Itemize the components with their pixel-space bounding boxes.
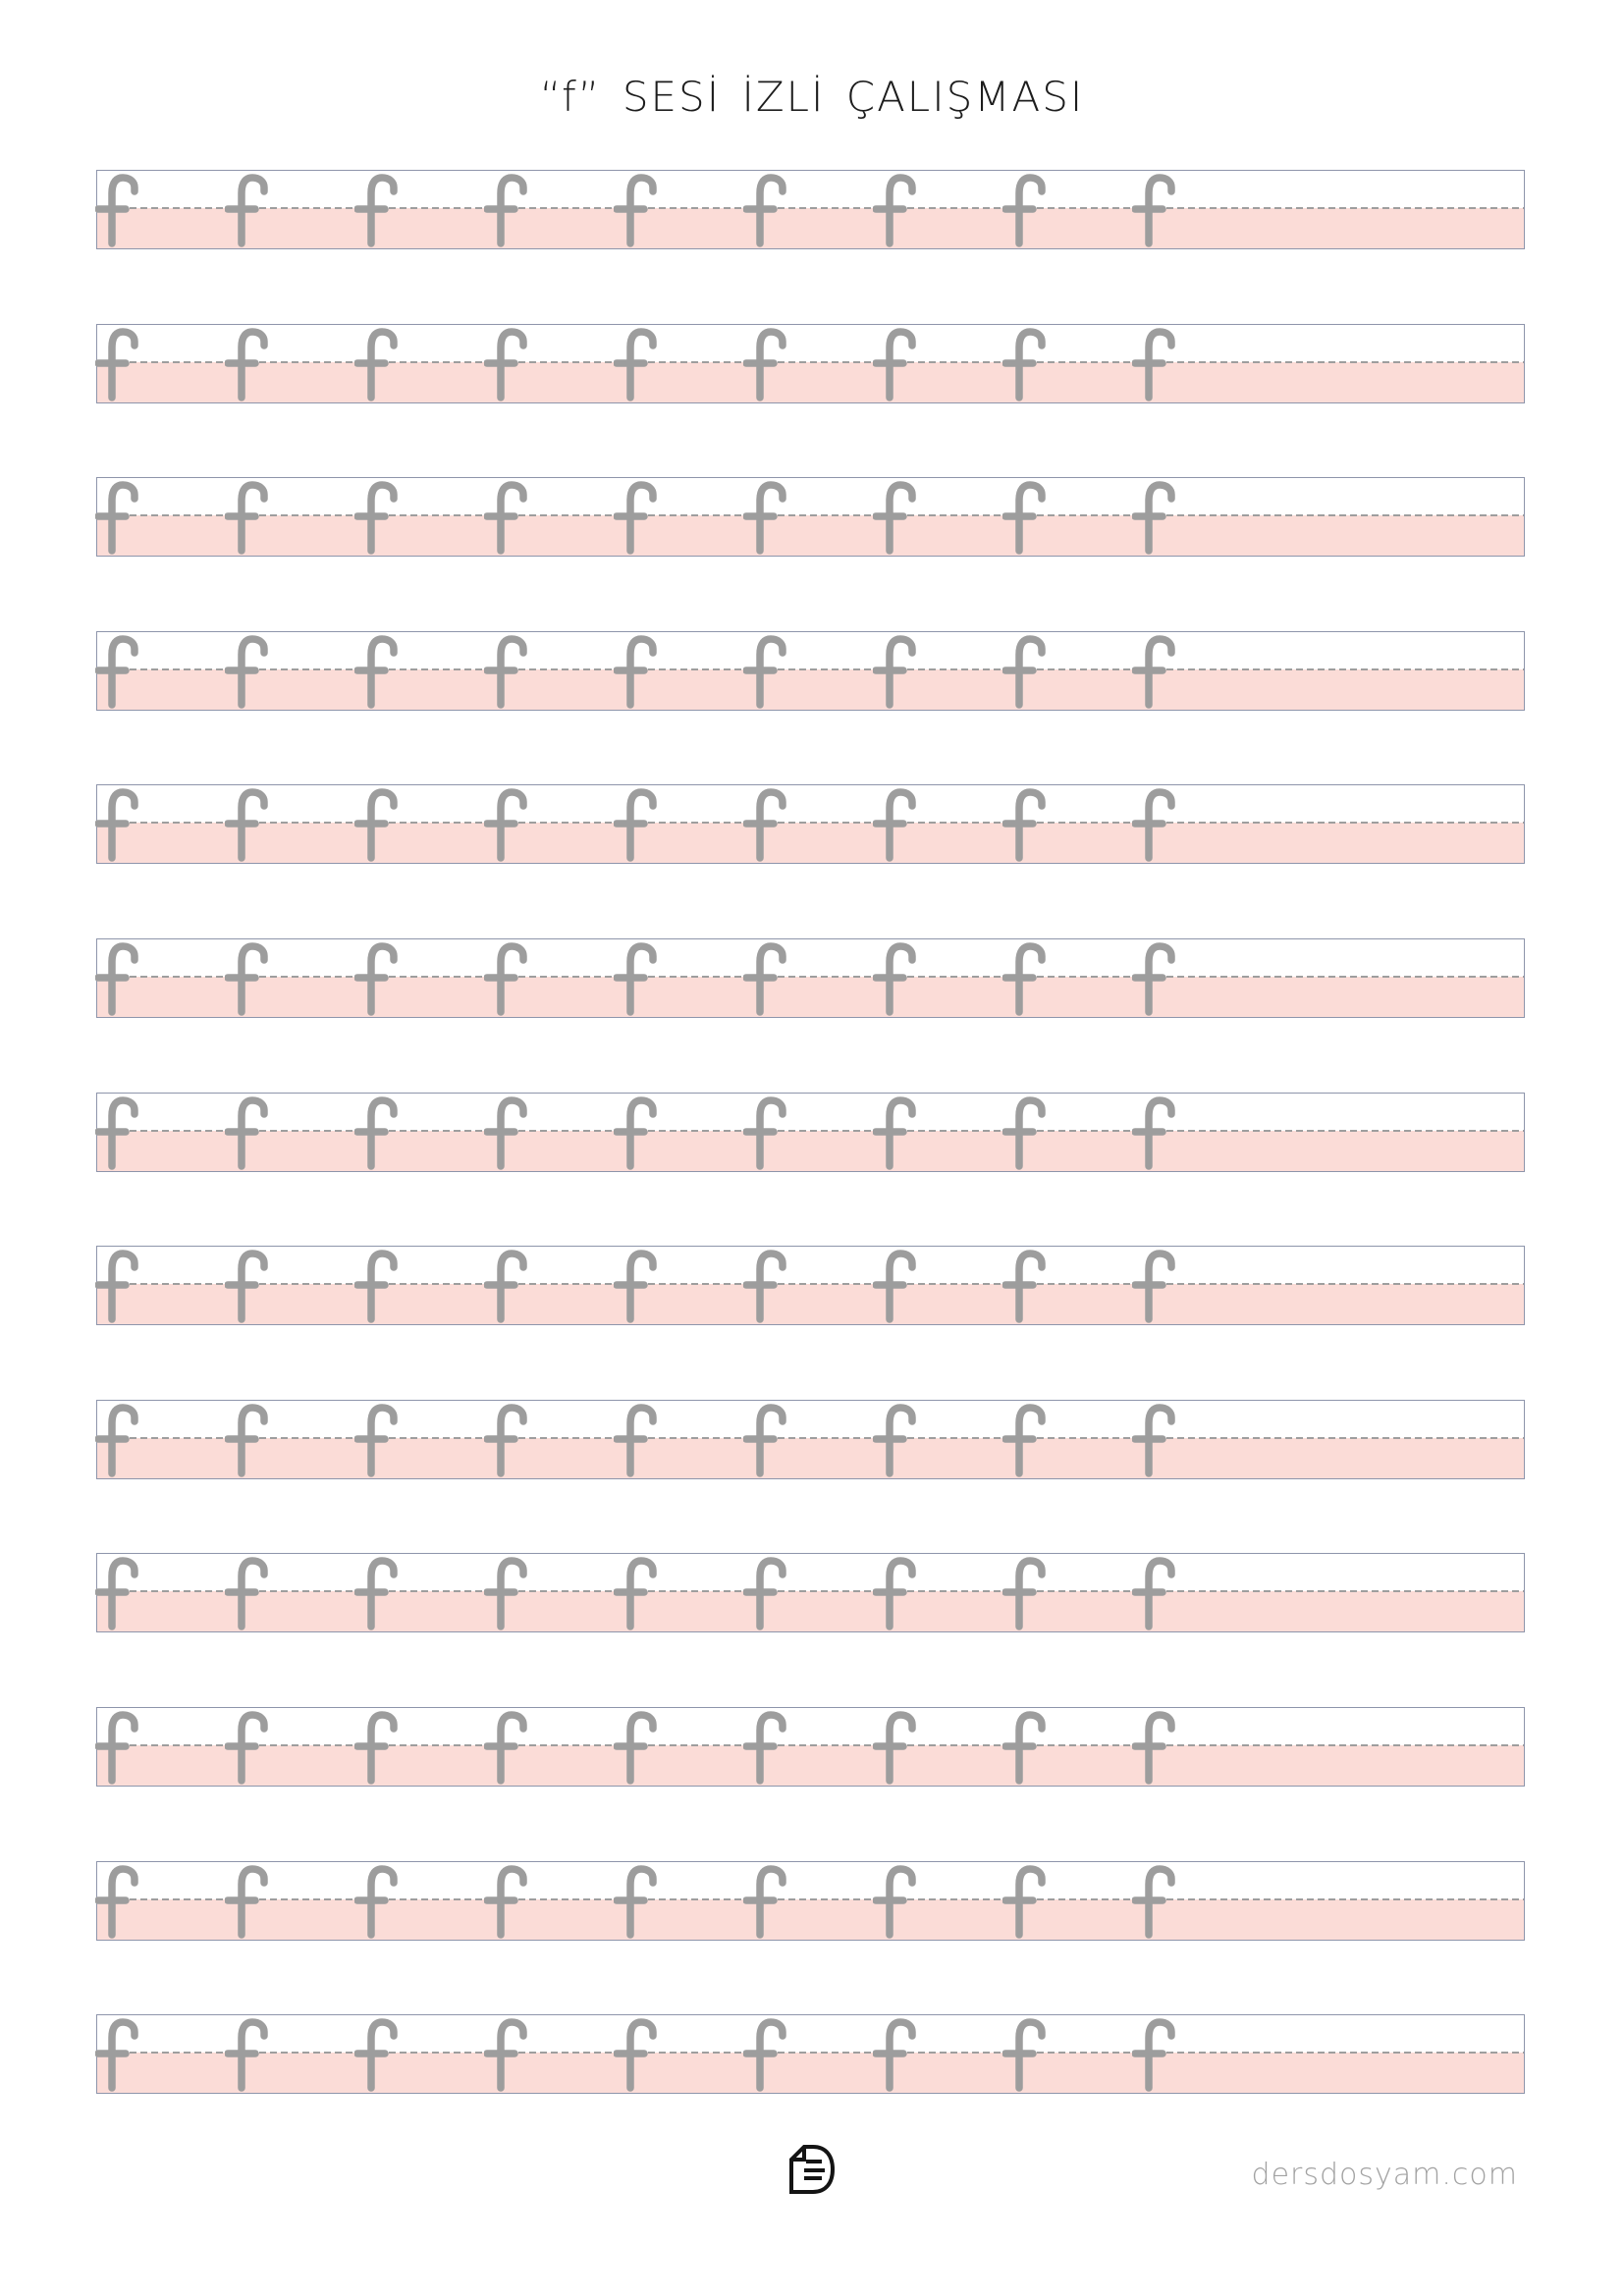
- trace-letter-f: [354, 327, 409, 401]
- trace-letter-f: [614, 1864, 669, 1939]
- trace-letter-f: [225, 1556, 280, 1630]
- dashed-midline: [97, 1898, 1524, 1900]
- trace-letter-f: [873, 173, 928, 247]
- trace-letter-f: [225, 327, 280, 401]
- trace-letter-f: [95, 2017, 150, 2092]
- trace-letter-f: [95, 1403, 150, 1477]
- practice-row: [96, 1707, 1525, 1787]
- trace-letter-f: [743, 941, 798, 1016]
- trace-letter-f: [225, 173, 280, 247]
- pink-guide-zone: [97, 669, 1524, 710]
- trace-letter-f: [354, 1249, 409, 1323]
- dashed-midline: [97, 1590, 1524, 1592]
- trace-letter-f: [95, 1710, 150, 1785]
- trace-letter-f: [743, 787, 798, 862]
- trace-letter-f: [873, 1556, 928, 1630]
- trace-letter-f: [484, 2017, 539, 2092]
- practice-row: [96, 1553, 1525, 1632]
- trace-letter-f: [95, 941, 150, 1016]
- trace-letter-f: [225, 1864, 280, 1939]
- trace-letter-f: [225, 941, 280, 1016]
- trace-letter-f: [1002, 634, 1057, 709]
- trace-letter-f: [873, 2017, 928, 2092]
- worksheet-title: “f” SESİ İZLİ ÇALIŞMASI: [539, 73, 1085, 121]
- pink-guide-zone: [97, 515, 1524, 556]
- trace-letter-f: [873, 1249, 928, 1323]
- trace-letter-f: [1132, 941, 1187, 1016]
- trace-letter-f: [225, 1095, 280, 1170]
- trace-letter-f: [95, 1864, 150, 1939]
- trace-letter-f: [225, 1403, 280, 1477]
- trace-letter-f: [484, 1249, 539, 1323]
- trace-letter-f: [225, 634, 280, 709]
- practice-row: [96, 1093, 1525, 1172]
- trace-letter-f: [1002, 327, 1057, 401]
- trace-letter-f: [743, 327, 798, 401]
- pink-guide-zone: [97, 2053, 1524, 2093]
- trace-letter-f: [95, 787, 150, 862]
- pink-guide-zone: [97, 977, 1524, 1017]
- trace-letter-f: [484, 173, 539, 247]
- trace-letter-f: [354, 1864, 409, 1939]
- pink-guide-zone: [97, 1438, 1524, 1478]
- trace-letter-f: [1132, 480, 1187, 555]
- trace-letter-f: [354, 941, 409, 1016]
- trace-letter-f: [614, 1556, 669, 1630]
- trace-letter-f: [1002, 480, 1057, 555]
- trace-letter-f: [1132, 1556, 1187, 1630]
- trace-letter-f: [1002, 787, 1057, 862]
- trace-letter-f: [1132, 2017, 1187, 2092]
- trace-letter-f: [873, 1710, 928, 1785]
- trace-letter-f: [1002, 1249, 1057, 1323]
- trace-letter-f: [1002, 1403, 1057, 1477]
- dashed-midline: [97, 822, 1524, 824]
- trace-letter-f: [225, 1710, 280, 1785]
- practice-row: [96, 784, 1525, 864]
- trace-letter-f: [225, 787, 280, 862]
- trace-letter-f: [1132, 327, 1187, 401]
- trace-letter-f: [614, 787, 669, 862]
- dashed-midline: [97, 668, 1524, 670]
- practice-row: [96, 2014, 1525, 2094]
- trace-letter-f: [225, 1249, 280, 1323]
- dashed-midline: [97, 1283, 1524, 1285]
- trace-letter-f: [614, 1095, 669, 1170]
- trace-letter-f: [95, 1095, 150, 1170]
- trace-letter-f: [484, 1864, 539, 1939]
- trace-letter-f: [1002, 1864, 1057, 1939]
- trace-letter-f: [1132, 787, 1187, 862]
- trace-letter-f: [95, 173, 150, 247]
- trace-letter-f: [95, 480, 150, 555]
- pink-guide-zone: [97, 1284, 1524, 1324]
- trace-letter-f: [873, 1403, 928, 1477]
- dashed-midline: [97, 1744, 1524, 1746]
- trace-letter-f: [614, 1710, 669, 1785]
- practice-row: [96, 477, 1525, 557]
- trace-letter-f: [1132, 1710, 1187, 1785]
- practice-row: [96, 631, 1525, 711]
- trace-letter-f: [873, 480, 928, 555]
- trace-letter-f: [484, 634, 539, 709]
- trace-letter-f: [1132, 634, 1187, 709]
- trace-letter-f: [873, 327, 928, 401]
- trace-letter-f: [614, 2017, 669, 2092]
- trace-letter-f: [1002, 1556, 1057, 1630]
- trace-letter-f: [743, 1556, 798, 1630]
- trace-letter-f: [743, 2017, 798, 2092]
- trace-letter-f: [354, 1710, 409, 1785]
- trace-letter-f: [1132, 1403, 1187, 1477]
- practice-row: [96, 938, 1525, 1018]
- trace-letter-f: [484, 480, 539, 555]
- trace-letter-f: [614, 480, 669, 555]
- trace-letter-f: [1002, 941, 1057, 1016]
- trace-letter-f: [1132, 1864, 1187, 1939]
- trace-letter-f: [873, 634, 928, 709]
- dashed-midline: [97, 976, 1524, 978]
- trace-letter-f: [484, 1403, 539, 1477]
- dashed-midline: [97, 514, 1524, 516]
- trace-letter-f: [1002, 1710, 1057, 1785]
- trace-letter-f: [225, 480, 280, 555]
- pink-guide-zone: [97, 208, 1524, 248]
- trace-letter-f: [743, 1095, 798, 1170]
- trace-letter-f: [743, 1710, 798, 1785]
- trace-letter-f: [873, 1095, 928, 1170]
- trace-letter-f: [354, 1403, 409, 1477]
- pink-guide-zone: [97, 1745, 1524, 1786]
- trace-letter-f: [354, 480, 409, 555]
- trace-letter-f: [95, 1249, 150, 1323]
- trace-letter-f: [614, 1403, 669, 1477]
- trace-letter-f: [484, 787, 539, 862]
- trace-letter-f: [1002, 2017, 1057, 2092]
- trace-letter-f: [225, 2017, 280, 2092]
- trace-letter-f: [614, 941, 669, 1016]
- trace-letter-f: [354, 634, 409, 709]
- trace-letter-f: [95, 634, 150, 709]
- trace-letter-f: [873, 941, 928, 1016]
- trace-letter-f: [354, 1095, 409, 1170]
- trace-letter-f: [95, 1556, 150, 1630]
- trace-letter-f: [484, 327, 539, 401]
- trace-letter-f: [1002, 1095, 1057, 1170]
- trace-letter-f: [484, 1095, 539, 1170]
- trace-letter-f: [354, 173, 409, 247]
- trace-letter-f: [743, 634, 798, 709]
- dashed-midline: [97, 361, 1524, 363]
- practice-row: [96, 1861, 1525, 1941]
- practice-row: [96, 170, 1525, 249]
- pink-guide-zone: [97, 823, 1524, 863]
- trace-letter-f: [743, 1864, 798, 1939]
- trace-letter-f: [484, 1556, 539, 1630]
- pink-guide-zone: [97, 1131, 1524, 1171]
- dashed-midline: [97, 207, 1524, 209]
- practice-row: [96, 324, 1525, 403]
- trace-letter-f: [743, 480, 798, 555]
- practice-row: [96, 1400, 1525, 1479]
- trace-letter-f: [484, 941, 539, 1016]
- trace-letter-f: [743, 1403, 798, 1477]
- trace-letter-f: [354, 2017, 409, 2092]
- trace-letter-f: [614, 173, 669, 247]
- footer-website-text: dersdosyam.com: [1251, 2158, 1518, 2192]
- pink-guide-zone: [97, 362, 1524, 402]
- trace-letter-f: [1132, 1095, 1187, 1170]
- practice-row: [96, 1246, 1525, 1325]
- pink-guide-zone: [97, 1899, 1524, 1940]
- trace-letter-f: [1132, 173, 1187, 247]
- pink-guide-zone: [97, 1591, 1524, 1631]
- trace-letter-f: [743, 1249, 798, 1323]
- trace-letter-f: [614, 634, 669, 709]
- trace-letter-f: [354, 1556, 409, 1630]
- trace-letter-f: [95, 327, 150, 401]
- trace-letter-f: [614, 1249, 669, 1323]
- trace-letter-f: [354, 787, 409, 862]
- dersdosyam-logo-icon: [787, 2143, 836, 2196]
- dashed-midline: [97, 1437, 1524, 1439]
- trace-letter-f: [873, 787, 928, 862]
- trace-letter-f: [614, 327, 669, 401]
- trace-letter-f: [1002, 173, 1057, 247]
- trace-letter-f: [743, 173, 798, 247]
- dashed-midline: [97, 1130, 1524, 1132]
- trace-letter-f: [873, 1864, 928, 1939]
- dashed-midline: [97, 2052, 1524, 2054]
- trace-letter-f: [1132, 1249, 1187, 1323]
- trace-letter-f: [484, 1710, 539, 1785]
